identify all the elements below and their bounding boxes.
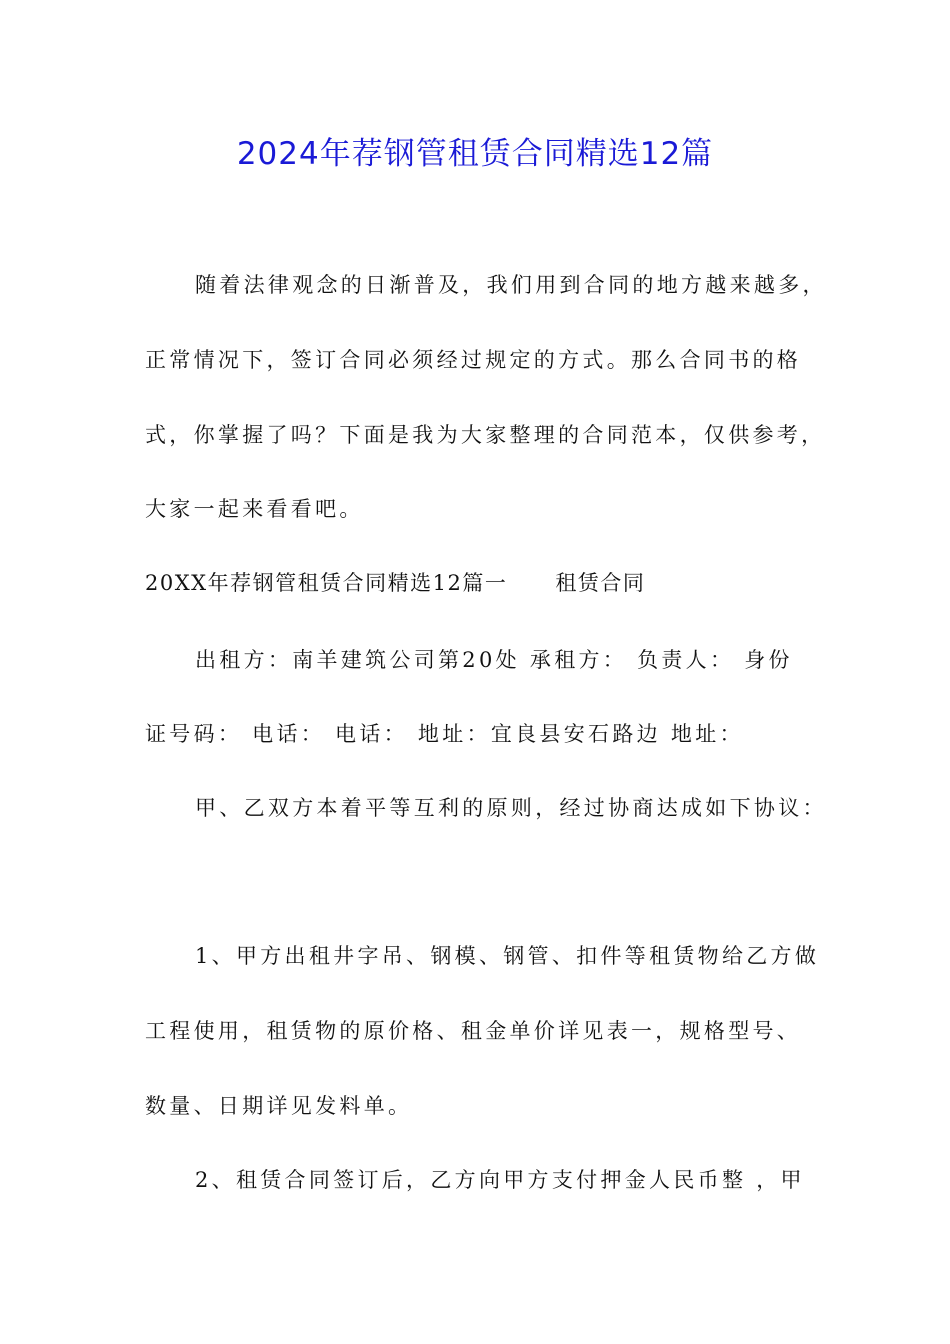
- section-subheading: 租赁合同: [555, 571, 646, 595]
- clause-line: 数量、日期详见发料单。: [145, 1094, 413, 1118]
- document-title: 2024年荐钢管租赁合同精选12篇: [236, 136, 714, 172]
- intro-line: 随着法律观念的日渐普及，我们用到合同的地方越来越多，: [195, 273, 827, 297]
- clause-line: 工程使用，租赁物的原价格、租金单价详见表一，规格型号、: [145, 1019, 802, 1043]
- intro-line: 正常情况下，签订合同必须经过规定的方式。那么合同书的格: [145, 348, 802, 372]
- intro-line: 式，你掌握了吗？下面是我为大家整理的合同范本，仅供参考，: [145, 423, 826, 447]
- parties-line: 出租方：南羊建筑公司第20处 承租方： 负责人： 身份: [195, 648, 793, 672]
- clause-line: 1、甲方出租井字吊、钢模、钢管、扣件等租赁物给乙方做: [195, 944, 820, 968]
- parties-line: 证号码： 电话： 电话： 地址：宜良县安石路边 地址：: [145, 722, 744, 746]
- intro-line: 大家一起来看看吧。: [145, 497, 364, 521]
- agreement-line: 甲、乙双方本着平等互利的原则，经过协商达成如下协议：: [195, 796, 827, 820]
- section-heading: [145, 568, 825, 598]
- clause-line: 2、租赁合同签订后，乙方向甲方支付押金人民币整 ，甲: [195, 1168, 805, 1192]
- section-heading-text: 20XX年荐钢管租赁合同精选12篇一: [145, 571, 508, 595]
